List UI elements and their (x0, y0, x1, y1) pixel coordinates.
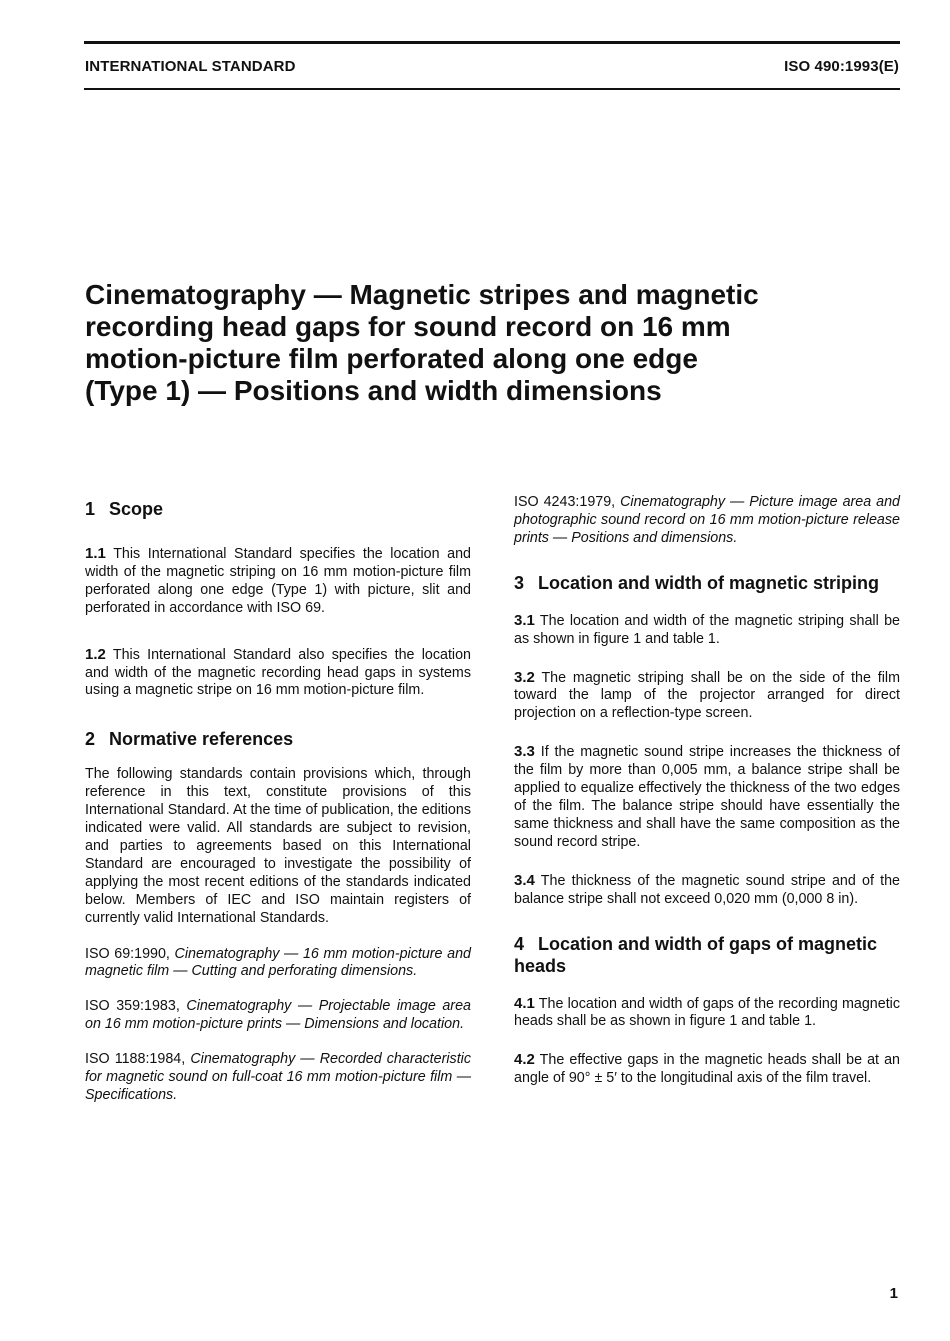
section-number: 4 (514, 933, 525, 954)
clause-1-1 (85, 545, 471, 618)
header-rule-bottom (84, 88, 900, 90)
clause-number: 4.1 (514, 994, 535, 1012)
clause-number: 4.2 (514, 1051, 535, 1069)
title-line: (Type 1) — Positions and width dimensions (85, 375, 662, 406)
clause-number: 3.2 (514, 668, 535, 686)
clause-text: This International Standard also specifies the location and width of the magnetic recording head gaps in systems using a magnetic stripe on 16 mm motion-picture film. (85, 646, 471, 699)
clause-number: 1.1 (85, 545, 106, 562)
clause-text: This International Standard specifies the location and width of the magnetic striping on 16 mm motion-picture film perforated along one edge (Type 1) with picture, slit and perforated in accordance with ISO 69. (85, 546, 472, 616)
section-number: 3 (514, 572, 525, 593)
clause-3-2 (514, 669, 900, 724)
document-type-label: INTERNATIONAL STANDARD (85, 58, 296, 75)
reference-code: ISO 4243:1979, (514, 494, 616, 510)
section-heading-head-gaps (514, 933, 900, 977)
reference-iso-4243 (514, 494, 900, 548)
clause-4-2 (514, 1051, 900, 1088)
reference-code: ISO 359:1983, (85, 998, 180, 1015)
section-heading-magnetic-striping (514, 572, 900, 594)
section-title: Normative references (109, 729, 294, 750)
section-heading-normative-references (85, 728, 471, 750)
reference-code: ISO 69:1990, (85, 945, 170, 962)
section-number: 1 (85, 499, 96, 519)
reference-iso-359 (85, 998, 471, 1034)
clause-3-1 (514, 612, 900, 649)
clause-text: The thickness of the magnetic sound stripe and of the balance stripe shall not exceed 0,020 mm (0,000 8 in). (514, 872, 900, 907)
reference-title: Cinematography — Projectable image area on 16 mm motion-picture prints — Dimensions and location. (85, 998, 471, 1033)
clause-text: The magnetic striping shall be on the side of the film toward the lamp of the projector arranged for direct projection on a reflection-type screen. (514, 669, 900, 722)
reference-title: Cinematography — Picture image area and photographic sound record on 16 mm motion-picture release prints — Positions and dimensions. (514, 494, 900, 546)
clause-number: 1.2 (85, 645, 106, 663)
document-title (85, 279, 905, 407)
clause-4-1 (514, 995, 900, 1032)
clause-text: If the magnetic sound stripe increases the thickness of the film by more than 0,005 mm, a balance stripe shall be applied to equalize effectively the thickness of the two edges of the film. The balance stripe should have essentially the same thickness and shall have the same composition as the sound record stripe. (514, 744, 900, 850)
reference-title: Cinematography — Recorded characteristic for magnetic sound on full-coat 16 mm motion-picture film — Specifications. (85, 1051, 471, 1103)
left-column (85, 494, 471, 1105)
section-title: Location and width of magnetic striping (538, 572, 880, 593)
clause-number: 3.4 (514, 871, 535, 889)
document-reference: ISO 490:1993(E) (784, 58, 899, 75)
header-rule-top (84, 41, 900, 44)
title-line: Cinematography — Magnetic stripes and magnetic (85, 279, 759, 310)
references-intro: The following standards contain provisions which, through reference in this text, constitute provisions of this International Standard. At the time of publication, the editions indicated were valid. All standards are subject to revision, and parties to agreements based on this International Standard are encouraged to investigate the possibility of applying the most recent editions of the standards indicated below. Members of IEC and ISO maintain registers of currently valid International Standards. (85, 766, 471, 926)
page-number: 1 (889, 1285, 898, 1302)
clause-1-2 (85, 646, 471, 701)
section-number: 2 (85, 729, 96, 750)
clause-text: The location and width of gaps of the recording magnetic heads shall be as shown in figure 1 and table 1. (514, 995, 900, 1030)
section-title: Scope (109, 499, 164, 519)
clause-3-3 (514, 743, 900, 851)
title-line: recording head gaps for sound record on 16 mm (85, 311, 731, 342)
section-title: Location and width of gaps of magnetic heads (514, 933, 878, 976)
reference-title: Cinematography — 16 mm motion-picture and magnetic film — Cutting and perforating dimensions. (85, 945, 471, 980)
section-heading-scope (85, 498, 471, 520)
clause-number: 3.3 (514, 743, 535, 761)
clause-3-4 (514, 872, 900, 909)
clause-text: The location and width of the magnetic striping shall be as shown in figure 1 and table 1. (514, 612, 900, 647)
clause-number: 3.1 (514, 611, 535, 629)
reference-iso-1188 (85, 1051, 471, 1105)
reference-code: ISO 1188:1984, (85, 1051, 186, 1068)
title-line: motion-picture film perforated along one edge (85, 343, 698, 374)
clause-text: The effective gaps in the magnetic heads shall be at an angle of 90° ± 5′ to the longitudinal axis of the film travel. (514, 1052, 900, 1087)
reference-iso-69 (85, 946, 471, 982)
right-column (514, 494, 900, 1088)
